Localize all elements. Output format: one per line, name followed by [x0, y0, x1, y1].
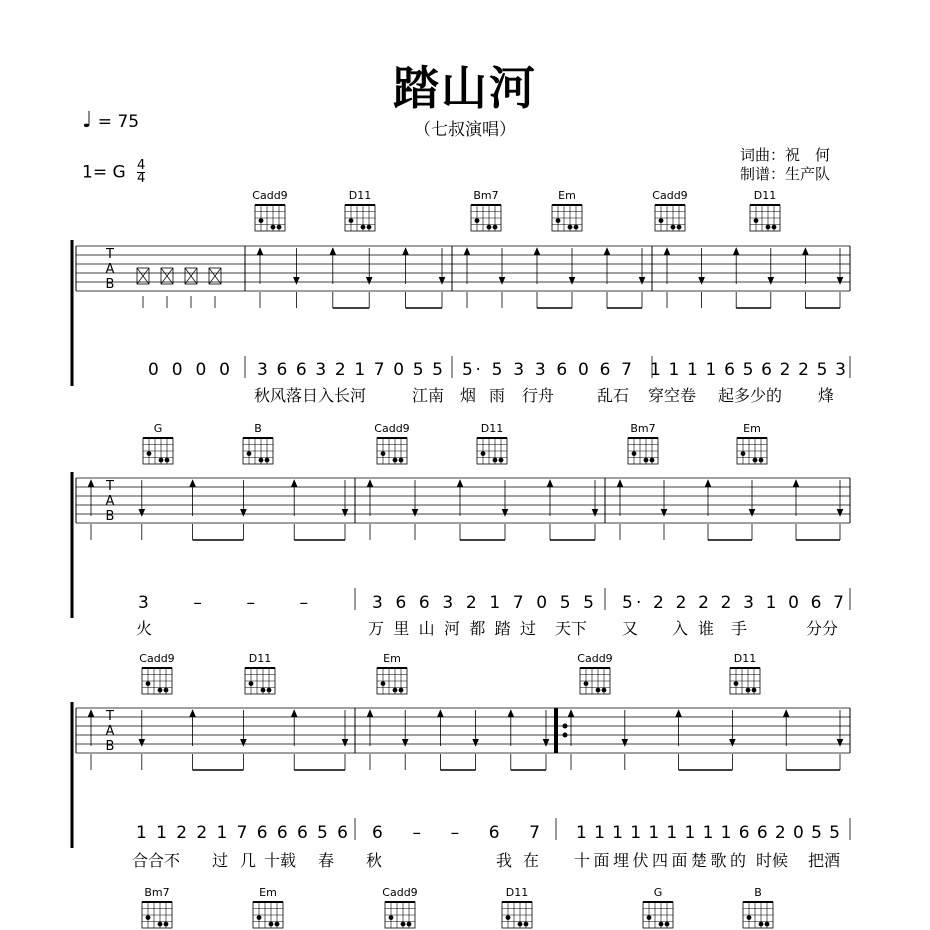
chord-diagram	[139, 652, 174, 694]
lyric: 把酒	[808, 851, 841, 870]
jianpu-measure: 3 6 6 3 2 1 7 0 5 5	[257, 360, 443, 380]
chord-dot	[481, 451, 486, 456]
chord-dot	[164, 688, 169, 693]
tab-clef-letter: A	[105, 262, 115, 277]
chord-dot	[766, 225, 771, 230]
strum-arrow	[499, 277, 505, 284]
chord-name: D11	[733, 652, 757, 665]
strum-arrow	[291, 480, 297, 487]
chord-name: Em	[383, 652, 401, 665]
strum-arrow	[342, 739, 348, 746]
chord-dot	[393, 458, 398, 463]
chord-diagram	[253, 886, 283, 928]
strum-arrow	[291, 710, 297, 717]
lyric: 江南	[412, 386, 445, 405]
tab-clef-letter: A	[105, 494, 115, 509]
song-title: 踏山河	[393, 61, 537, 115]
lyric: 天下	[555, 619, 588, 638]
chord-dot	[275, 922, 280, 927]
tab-clef-letter: B	[105, 277, 115, 292]
jianpu-measure: 3 6 6 3 2 1 7 0 5 5	[372, 593, 594, 613]
jianpu-measure: 0 0 0 0	[148, 360, 230, 380]
chord-dot	[644, 458, 649, 463]
quarter-note-icon: ♩	[82, 108, 93, 133]
chord-diagram	[143, 422, 173, 464]
chord-name: B	[254, 422, 262, 435]
lyric: 又	[622, 619, 639, 638]
chord-dot	[746, 688, 751, 693]
chord-name: D11	[505, 886, 529, 899]
chord-name: Cadd9	[577, 652, 613, 665]
time-top: 4	[137, 158, 146, 173]
strum-arrow	[639, 277, 645, 284]
chord-diagram	[652, 189, 687, 231]
strum-arrow	[139, 739, 145, 746]
strum-arrow	[676, 710, 682, 717]
credit-lyrics-music: 词曲：祝 何	[740, 146, 831, 164]
strum-arrow	[402, 739, 408, 746]
chord-dot	[164, 922, 169, 927]
chord-dot	[249, 681, 254, 686]
chord-dot	[159, 458, 164, 463]
strum-arrow	[367, 710, 373, 717]
chord-dot	[401, 922, 406, 927]
strum-arrow	[569, 277, 575, 284]
lyric: 分分	[806, 619, 839, 638]
jianpu-measure: 1 1 1 1 6 5 6 2 2 5 3	[650, 360, 846, 380]
strum-arrow	[502, 509, 508, 516]
chord-name: Cadd9	[252, 189, 288, 202]
strum-arrow	[729, 739, 735, 746]
chord-dot	[518, 922, 523, 927]
strum-arrow	[240, 739, 246, 746]
strum-arrow	[749, 509, 755, 516]
lyric: 入	[672, 619, 689, 638]
strum-arrow	[508, 710, 514, 717]
strum-arrow	[622, 739, 628, 746]
chord-diagram	[502, 886, 532, 928]
system-3-jianpu	[136, 823, 840, 843]
chord-name: G	[653, 886, 663, 899]
chord-dot	[759, 922, 764, 927]
chord-dot	[399, 688, 404, 693]
strum-arrow	[412, 509, 418, 516]
strum-arrow	[257, 248, 263, 255]
chord-name: Cadd9	[374, 422, 410, 435]
chord-dot	[665, 922, 670, 927]
chord-name: Bm7	[144, 886, 170, 899]
strum-arrow	[88, 480, 94, 487]
chord-diagrams	[139, 189, 783, 928]
chord-dot	[367, 225, 372, 230]
chord-dot	[261, 688, 266, 693]
chord-dot	[257, 915, 262, 920]
chord-name: Em	[259, 886, 277, 899]
chord-name: D11	[348, 189, 372, 202]
chord-dot	[147, 451, 152, 456]
chord-dot	[596, 688, 601, 693]
chord-dot	[602, 688, 607, 693]
chord-diagram	[345, 189, 375, 231]
strum-arrow	[837, 509, 843, 516]
jianpu-measure: 1 1 2 2 1 7 6 6 6 5 6	[136, 823, 348, 843]
system-1-jianpu	[148, 360, 846, 380]
strum-arrow	[661, 509, 667, 516]
chord-dot	[556, 218, 561, 223]
chord-dot	[747, 915, 752, 920]
tab-staves	[72, 240, 850, 848]
chord-dot	[259, 458, 264, 463]
chord-diagram	[628, 422, 658, 464]
chord-diagram	[377, 652, 407, 694]
chord-dot	[493, 225, 498, 230]
tab-clef-letter: B	[105, 509, 115, 524]
key-label: 1= G	[82, 162, 126, 183]
strum-arrow	[592, 509, 598, 516]
chord-dot	[659, 922, 664, 927]
chord-dot	[146, 681, 151, 686]
lyric: 起多少的	[718, 386, 783, 405]
lyric: 雨	[489, 386, 506, 405]
chord-dot	[381, 451, 386, 456]
system-1-lyrics	[254, 386, 834, 405]
strum-arrow	[604, 248, 610, 255]
chord-name: D11	[480, 422, 504, 435]
lyric: 十载	[264, 851, 297, 870]
chord-dot	[677, 225, 682, 230]
chord-dot	[247, 451, 252, 456]
lyric: 几	[240, 851, 257, 870]
chord-dot	[659, 218, 664, 223]
chord-diagram	[252, 189, 287, 231]
strum-arrow	[768, 277, 774, 284]
tab-clef-letter: A	[105, 724, 115, 739]
jianpu-measure: 5· 5 3 3 6 0 6 7	[462, 360, 632, 380]
chord-dot	[349, 218, 354, 223]
strum-arrow	[437, 710, 443, 717]
tab-clef-letter: T	[106, 479, 114, 494]
strum-arrow	[88, 710, 94, 717]
strum-arrow	[403, 248, 409, 255]
strum-arrow	[783, 710, 789, 717]
song-subtitle: （七叔演唱）	[414, 120, 516, 140]
chord-dot	[499, 458, 504, 463]
chord-dot	[393, 688, 398, 693]
lyric: 烽	[818, 386, 835, 405]
strum-arrow	[733, 248, 739, 255]
chord-dot	[475, 218, 480, 223]
chord-dot	[574, 225, 579, 230]
chord-name: Bm7	[473, 189, 499, 202]
lyric: 时候	[756, 851, 789, 870]
chord-dot	[487, 225, 492, 230]
strum-arrow	[705, 480, 711, 487]
jianpu-measure: 1 1 1 1 1 1 1 1 1 6 6 2 0 5 5	[576, 823, 840, 843]
chord-dot	[741, 451, 746, 456]
repeat-dot	[563, 733, 568, 738]
chord-diagram	[737, 422, 767, 464]
system-3-lyrics	[132, 851, 840, 870]
strum-arrow	[139, 509, 145, 516]
strum-arrow	[190, 710, 196, 717]
chord-dot	[277, 225, 282, 230]
chord-diagram	[245, 652, 275, 694]
lyric: 行舟	[522, 386, 555, 405]
chord-dot	[158, 688, 163, 693]
chord-name: D11	[248, 652, 272, 665]
chord-dot	[671, 225, 676, 230]
chord-name: G	[153, 422, 163, 435]
lyric: 春	[318, 851, 335, 870]
chord-name: Cadd9	[382, 886, 418, 899]
chord-name: B	[754, 886, 762, 899]
chord-dot	[165, 458, 170, 463]
chord-dot	[568, 225, 573, 230]
tempo-value: = 75	[97, 112, 140, 132]
chord-dot	[584, 681, 589, 686]
chord-name: D11	[753, 189, 777, 202]
lyric: 乱石	[597, 386, 630, 405]
chord-diagram	[471, 189, 501, 231]
strum-arrow	[473, 739, 479, 746]
chord-dot	[734, 681, 739, 686]
chord-name: Cadd9	[139, 652, 175, 665]
chord-dot	[158, 922, 163, 927]
strum-arrow	[699, 277, 705, 284]
lyric: 合合不	[132, 851, 181, 870]
tab-clef-letter: B	[105, 739, 115, 754]
strum-arrow	[617, 480, 623, 487]
strum-arrow	[190, 480, 196, 487]
chord-dot	[389, 915, 394, 920]
strum-arrow	[568, 710, 574, 717]
lyric: 秋	[366, 851, 383, 870]
chord-dot	[399, 458, 404, 463]
chord-diagram	[730, 652, 760, 694]
chord-dot	[146, 915, 151, 920]
system-2-jianpu	[138, 593, 844, 613]
strum-arrow	[802, 248, 808, 255]
lyric: 手	[731, 619, 748, 638]
chord-dot	[506, 915, 511, 920]
lyric: 十面埋伏四面楚歌的	[574, 851, 746, 870]
chord-dot	[765, 922, 770, 927]
chord-diagram	[643, 886, 673, 928]
chord-dot	[759, 458, 764, 463]
chord-dot	[259, 218, 264, 223]
strum-arrow	[837, 739, 843, 746]
chord-dot	[381, 681, 386, 686]
lyric: 烟	[460, 386, 477, 405]
chord-dot	[632, 451, 637, 456]
chord-dot	[524, 922, 529, 927]
lyric: 在	[523, 851, 540, 870]
strum-arrow	[837, 277, 843, 284]
jianpu-measure: 6 – – 6 7	[372, 823, 540, 843]
chord-name: Em	[743, 422, 761, 435]
chord-diagram	[743, 886, 773, 928]
chord-dot	[647, 915, 652, 920]
strum-arrow	[293, 277, 299, 284]
chord-dot	[650, 458, 655, 463]
jianpu-measure: 5· 2 2 2 2 3 1 0 6 7	[622, 593, 844, 613]
strum-arrow	[342, 509, 348, 516]
chord-dot	[269, 922, 274, 927]
lyric: 过	[212, 851, 229, 870]
chord-dot	[754, 218, 759, 223]
lyric: 谁	[698, 619, 715, 638]
lyric: 火	[136, 619, 153, 638]
lyric: 万里山河都踏过	[368, 619, 536, 638]
chord-diagram	[382, 886, 417, 928]
lyric: 我	[496, 851, 513, 870]
strum-arrow	[366, 277, 372, 284]
jianpu-measure: 3 – – –	[138, 593, 308, 613]
tab-clef-letter: T	[106, 247, 114, 262]
strum-arrow	[543, 739, 549, 746]
strum-arrow	[534, 248, 540, 255]
strum-arrow	[464, 248, 470, 255]
chord-dot	[361, 225, 366, 230]
lyric: 穿空卷	[648, 386, 697, 405]
strum-arrow	[439, 277, 445, 284]
chord-dot	[265, 458, 270, 463]
strum-arrow	[547, 480, 553, 487]
chord-name: Cadd9	[652, 189, 688, 202]
strum-arrow	[793, 480, 799, 487]
time-bottom: 4	[137, 171, 146, 186]
chord-dot	[493, 458, 498, 463]
strum-arrow	[367, 480, 373, 487]
repeat-dot	[563, 724, 568, 729]
chord-diagram	[552, 189, 582, 231]
chord-dot	[271, 225, 276, 230]
system-2-lyrics	[136, 619, 838, 638]
chord-dot	[752, 688, 757, 693]
chord-diagram	[142, 886, 172, 928]
tab-clef-letter: T	[106, 709, 114, 724]
chord-diagram	[374, 422, 409, 464]
chord-diagram	[243, 422, 273, 464]
chord-dot	[772, 225, 777, 230]
chord-diagram	[577, 652, 612, 694]
chord-name: Em	[558, 189, 576, 202]
chord-diagram	[477, 422, 507, 464]
strum-arrow	[664, 248, 670, 255]
chord-diagram	[750, 189, 780, 231]
chord-dot	[753, 458, 758, 463]
credit-arranger: 制谱：生产队	[740, 165, 831, 183]
lyric: 秋风落日入长河	[254, 386, 367, 405]
chord-dot	[267, 688, 272, 693]
strum-arrow	[457, 480, 463, 487]
chord-dot	[407, 922, 412, 927]
strum-arrow	[240, 509, 246, 516]
strum-arrow	[330, 248, 336, 255]
chord-name: Bm7	[630, 422, 656, 435]
